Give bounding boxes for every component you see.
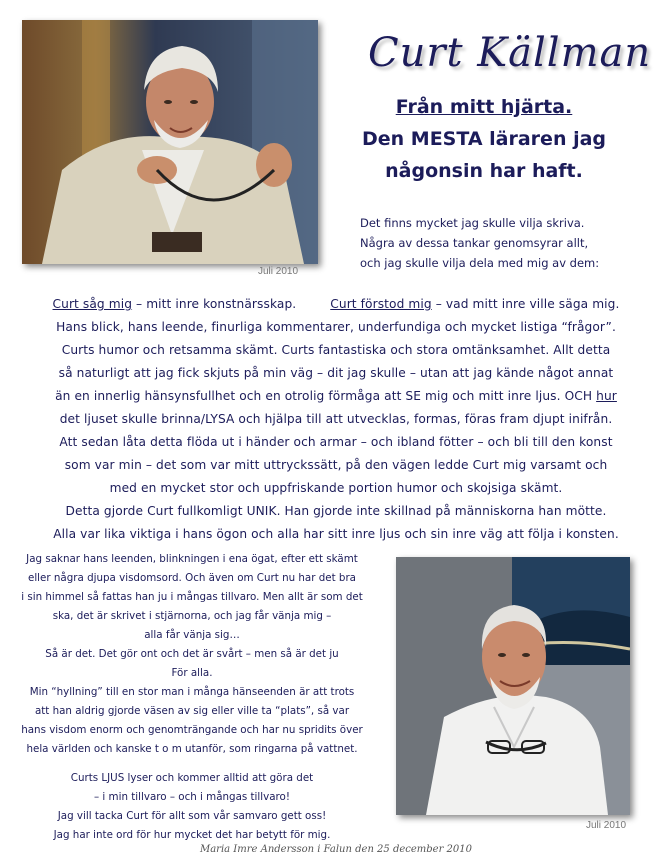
body-line-2: Hans blick, hans leende, finurliga kommentarer, underfundiga och mycket listiga “frågor”. <box>56 320 616 334</box>
page-title: Curt Källman <box>368 30 652 76</box>
intro-line-1: Det finns mycket jag skulle vilja skriva. <box>360 216 585 230</box>
portrait-curt-top <box>22 20 318 264</box>
body-line-7: Att sedan låta detta flöda ut i händer och armar – och ibland fötter – och bli till den konst <box>59 435 613 449</box>
lower-line-11: hela världen och kanske t o m utanför, som ringarna på vattnet. <box>26 743 358 755</box>
intro-line-2: Några av dessa tankar genomsyrar allt, <box>360 236 589 250</box>
portrait-curt-bottom <box>396 557 630 815</box>
heading-line-1: Från mitt hjärta. <box>395 96 573 118</box>
body-line-10: Detta gjorde Curt fullkomligt UNIK. Han gjorde inte skillnad på människorna han mötte. <box>65 504 607 518</box>
lower-line-14: Jag vill tacka Curt för allt som vår samvaro gett oss! <box>57 810 327 822</box>
bottom-photo-caption: Juli 2010 <box>586 820 627 831</box>
body-line-1-b: – vad mitt inre ville säga mig. <box>431 297 620 311</box>
lower-line-5: alla får vänja sig… <box>144 629 240 641</box>
lower-line-2: eller några djupa visdomsord. Och även om Curt nu har det bra <box>27 572 356 584</box>
body-line-6: det ljuset skulle brinna/LYSA och hjälpa till att utvecklas, formas, föras fram djupt inifrån. <box>59 412 613 426</box>
body-line-1-a: – mitt inre konstnärsskap. <box>132 297 297 311</box>
curt-saw-me-link-text: Curt såg mig <box>52 297 133 311</box>
heading-line-2: Den MESTA läraren jag <box>361 128 607 150</box>
lower-line-1: Jag saknar hans leenden, blinkningen i ena ögat, efter ett skämt <box>26 553 358 565</box>
top-photo-caption: Juli 2010 <box>258 266 299 277</box>
lower-line-3: i sin himmel så fattas han ju i mångas tillvaro. Men allt är som det <box>21 591 363 603</box>
body-line-5 <box>4 389 668 403</box>
top-photo <box>22 20 318 264</box>
intro-line-3: och jag skulle vilja dela med mig av dem: <box>360 256 600 270</box>
body-line-8: som var min – det som var mitt uttryckssätt, på den vägen ledde Curt mig varsamt och <box>64 458 608 472</box>
lower-line-4: ska, det är skrivet i stjärnorna, och jag får vänja mig – <box>52 610 332 622</box>
bottom-photo <box>396 557 630 815</box>
lower-line-10: hans visdom enorm och genomträngande och har nu spridits över <box>21 724 363 736</box>
lower-line-6: Så är det. Det gör ont och det är svårt – men så är det ju <box>45 648 339 660</box>
body-line-11: Alla var lika viktiga i hans ögon och alla har sitt inre ljus och sin inre väg att följa i konsten. <box>53 527 619 541</box>
heading-line-3: någonsin har haft. <box>385 160 583 182</box>
curt-understood-me-text: Curt förstod mig <box>330 297 432 311</box>
lower-line-15: Jag har inte ord för hur mycket det har betytt för mig. <box>53 829 331 841</box>
lower-line-8: Min “hyllning” till en stor man i många hänseenden är att trots <box>29 686 355 698</box>
body-line-1 <box>4 297 668 311</box>
lower-line-9: att han aldrig gjorde väsen av sig eller ville ta “plats”, så var <box>34 705 350 717</box>
lower-line-12: Curts LJUS lyser och kommer alltid att göra det <box>70 772 314 784</box>
body-line-9: med en mycket stor och uppfriskande portion humor och skojsiga skämt. <box>109 481 563 495</box>
body-line-5-a: än en innerlig hänsynsfullhet och en otrolig förmåga att SE mig och mitt inre ljus. OCH <box>55 389 597 403</box>
signature: Maria Imre Andersson i Falun den 25 december 2010 <box>199 844 473 855</box>
body-line-5-hur: hur <box>596 389 617 403</box>
lower-line-13: – i min tillvaro – och i mångas tillvaro! <box>94 791 290 803</box>
body-line-3: Curts humor och retsamma skämt. Curts fantastiska och stora omtänksamhet. Allt detta <box>61 343 611 357</box>
lower-line-7: För alla. <box>171 667 213 679</box>
body-line-4: så naturligt att jag fick skjuts på min väg – dit jag skulle – utan att jag kände något annat <box>58 366 614 380</box>
